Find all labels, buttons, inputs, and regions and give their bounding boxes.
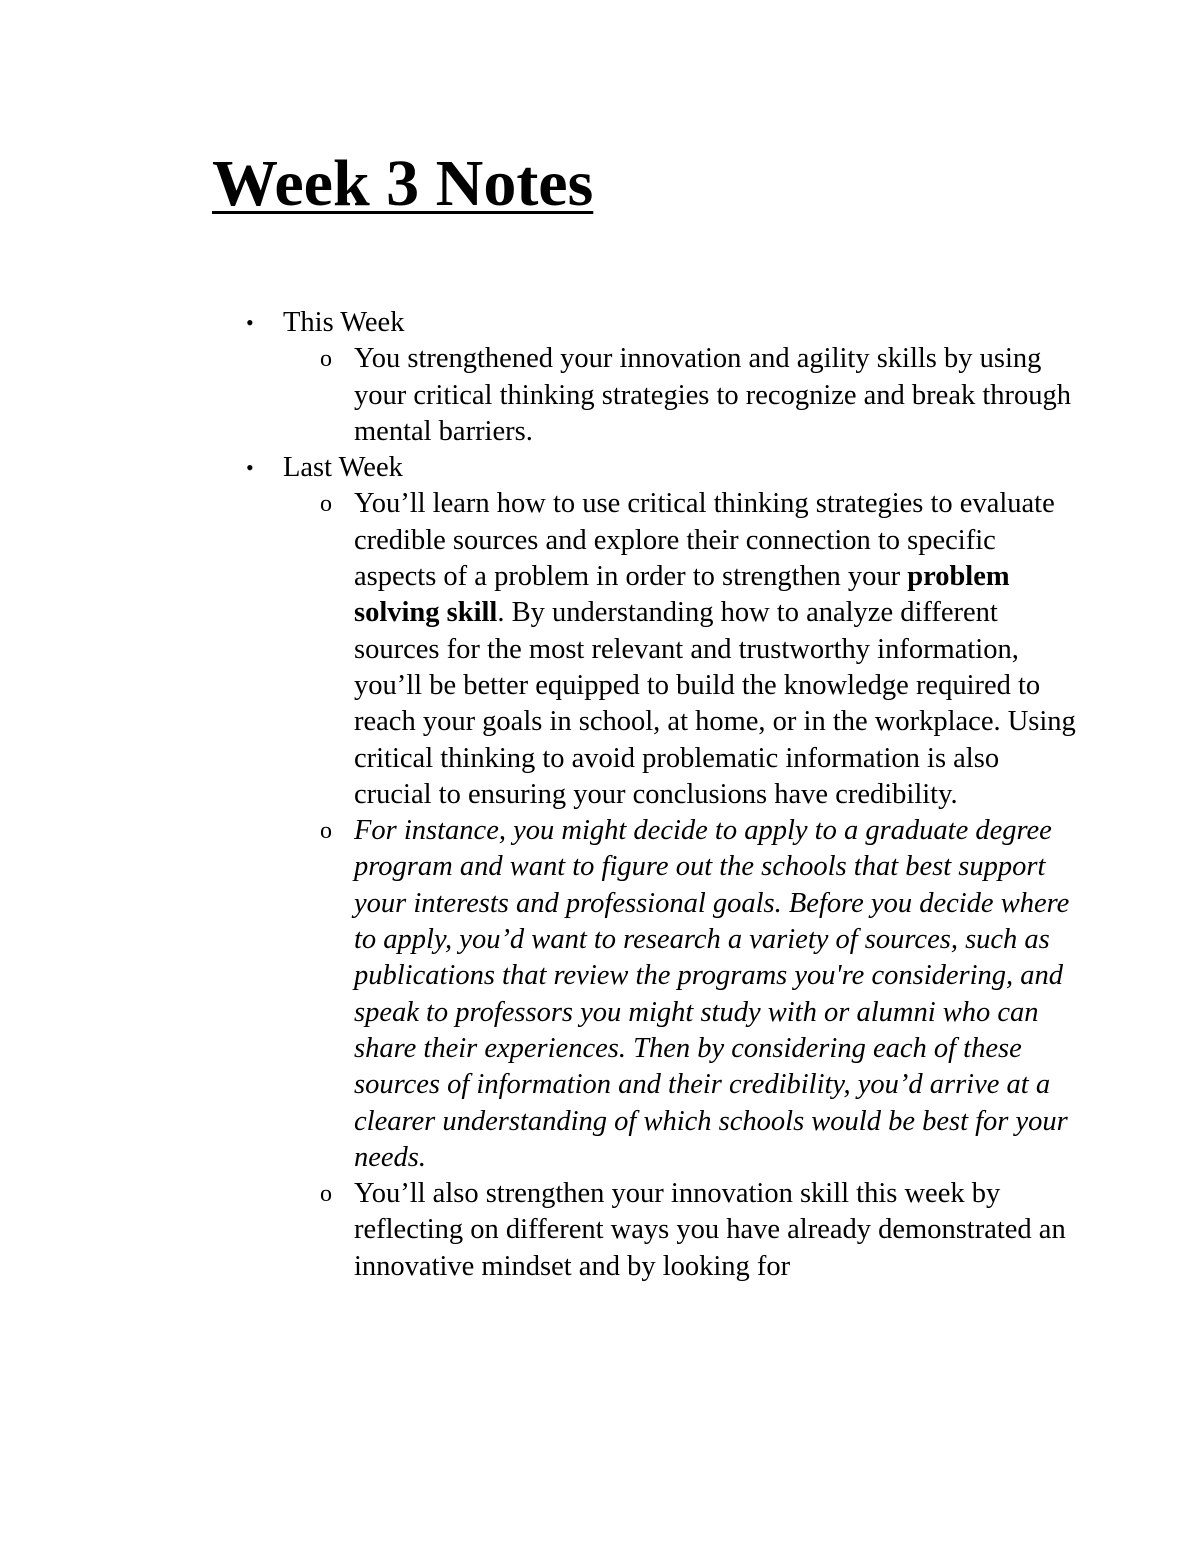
section-heading: This Week [283, 307, 405, 338]
sub-bullet-icon: o [320, 1181, 332, 1208]
sub-bullet-icon: o [320, 346, 332, 373]
sub-bullet-icon: o [320, 491, 332, 518]
bullet-icon: • [246, 310, 254, 335]
bold-phrase: problem solving skill [354, 561, 1010, 629]
section-heading: Last Week [283, 452, 403, 484]
list-item-text [354, 486, 1080, 813]
list-item-text: You strengthened your innovation and agility skills by using your critical thinking strategies to recognize and break through mental barriers. [354, 343, 1072, 447]
list-item [240, 341, 1080, 450]
example-paragraph: For instance, you might decide to apply to a graduate degree program and want to figure out the schools that best support your interests and professional goals. Before you decide where to apply, you’d want to research a variety of sources, such as publications that review the programs you're considering, and speak to professors you might study with or alumni who can share their experiences. Then by considering each of these sources of information and their credibility, you’d arrive at a clearer understanding of which schools would be best for your needs. [354, 815, 1070, 1173]
sub-bullet-icon: o [320, 818, 332, 845]
section-last-week [240, 450, 1080, 486]
section-this-week [240, 305, 1080, 341]
list-item-text: You’ll also strengthen your innovation skill this week by reflecting on different ways you have already demonstrated an innovative mindset and by looking for [354, 1178, 1066, 1282]
notes-outline [240, 305, 1080, 1285]
text-run: You’ll learn how to use critical thinking strategies to evaluate credible sources and explore their connection to specific aspects of a problem in order to strengthen your [354, 488, 1055, 593]
list-item [240, 1176, 1080, 1285]
list-item [240, 486, 1080, 813]
bullet-icon: • [246, 455, 254, 481]
page-title: Week 3 Notes [212, 147, 594, 220]
text-run: . By understanding how to analyze different sources for the most relevant and trustworthy information, you’ll be better equipped to build the knowledge required to reach your goals in school, at home, or in the workplace. Using critical thinking to avoid problematic information is also crucial to ensuring your conclusions have credibility. [354, 597, 1076, 810]
list-item [240, 813, 1080, 1176]
